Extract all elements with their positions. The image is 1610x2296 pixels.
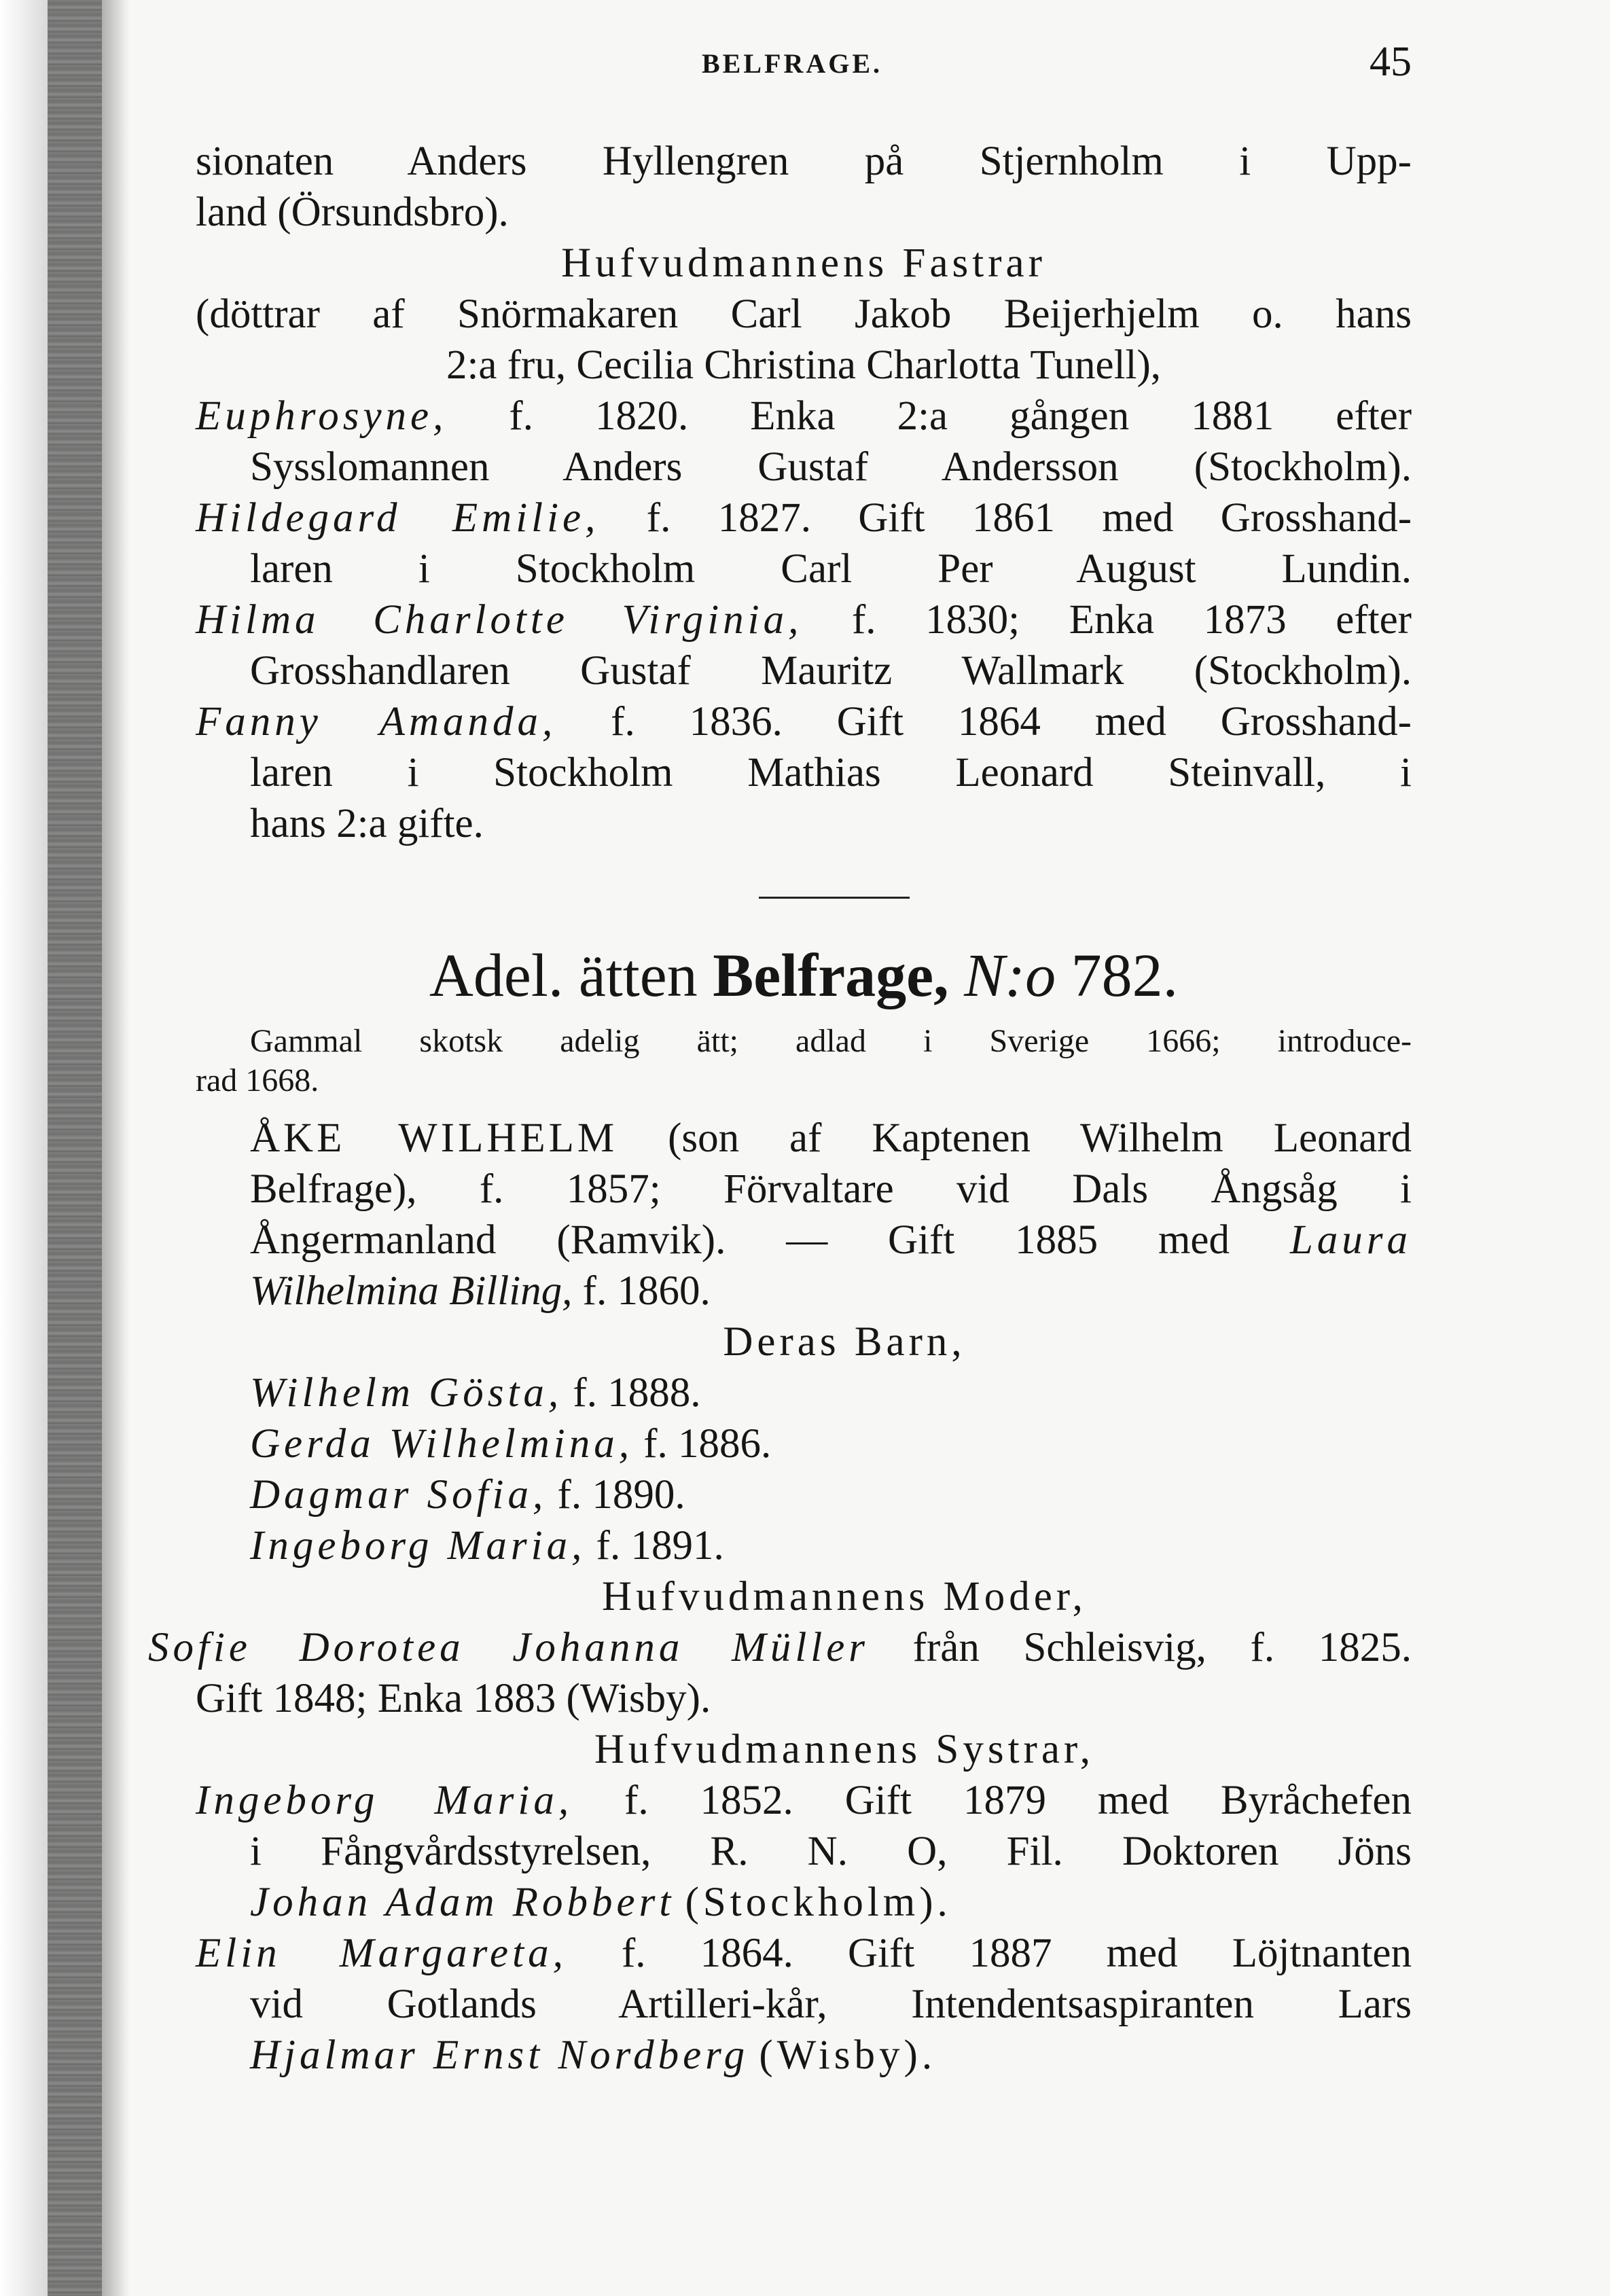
spouse-name: Johan Adam Robbert: [250, 1880, 675, 1925]
person-name: Wilhelm Gösta,: [250, 1370, 563, 1416]
head-entry: [196, 1113, 1412, 1164]
aunt-entry-continuation: laren i Stockholm Carl Per August Lundin.: [250, 546, 1412, 592]
sister-entry: [196, 1775, 1412, 1826]
person-name: Ingeborg Maria,: [196, 1778, 573, 1823]
child-born: f. 1890.: [557, 1472, 685, 1518]
head-details: (son af Kaptenen Wilhelm Leonard: [668, 1115, 1412, 1161]
page-body: [148, 136, 1412, 2081]
intro-line: land (Örsundsbro).: [196, 190, 509, 235]
sister-entry-continuation: [196, 2030, 1412, 2081]
head-name: ÅKE WILHELM: [250, 1115, 618, 1161]
person-name: Hilma Charlotte Virginia,: [196, 597, 803, 643]
person-name: Elin Margareta,: [196, 1931, 567, 1976]
aunts-parentage: 2:a fru, Cecilia Christina Charlotta Tunell),: [446, 342, 1162, 388]
spine-fade: [102, 0, 129, 2296]
sister-details: f. 1864. Gift 1887 med Löjtnanten: [621, 1931, 1412, 1976]
aunts-parentage: (döttrar af Snörmakaren Carl Jakob Beijerhjelm o. hans: [196, 291, 1412, 337]
family-surname: Belfrage,: [713, 942, 949, 1009]
child-born: f. 1886.: [643, 1421, 772, 1467]
aunt-entry: [196, 696, 1412, 747]
title-prefix: Adel. ätten: [429, 942, 698, 1009]
person-name: Dagmar Sofia,: [250, 1472, 548, 1518]
aunt-details: f. 1827. Gift 1861 med Grosshand-: [646, 495, 1412, 541]
book-spine-shadow: [48, 0, 102, 2296]
spouse-born: f. 1860.: [582, 1268, 711, 1314]
sister-residence: (Wisby).: [759, 2032, 937, 2078]
person-name: Euphrosyne,: [196, 393, 448, 439]
person-name: Hildegard Emilie,: [196, 495, 600, 541]
sister-entry-continuation: [196, 1877, 1412, 1928]
aunt-details: f. 1830; Enka 1873 efter: [851, 597, 1412, 643]
person-name: Sofie Dorotea Johanna Müller: [148, 1625, 870, 1670]
aunt-details: f. 1836. Gift 1864 med Grosshand-: [611, 699, 1412, 745]
mother-entry-continuation: Gift 1848; Enka 1883 (Wisby).: [196, 1676, 711, 1721]
family-description: rad 1668.: [196, 1062, 319, 1098]
intro-line: sionaten Anders Hyllengren på Stjernholm i Upp-: [196, 139, 1412, 184]
section-heading-sisters: Hufvudmannens Systrar,: [594, 1727, 1095, 1772]
page-number: 45: [1370, 39, 1412, 85]
sister-entry: [196, 1928, 1412, 1979]
head-entry-continuation: Belfrage), f. 1857; Förvaltare vid Dals Ångsåg i: [250, 1166, 1412, 1212]
family-title: [196, 937, 1412, 1015]
head-entry-continuation: [196, 1266, 1412, 1316]
aunt-entry: [196, 594, 1412, 645]
spouse-name: Laura: [1289, 1217, 1412, 1263]
sister-details: f. 1852. Gift 1879 med Byråchefen: [624, 1778, 1412, 1823]
section-heading-mother: Hufvudmannens Moder,: [602, 1574, 1087, 1619]
person-name: Ingeborg Maria,: [250, 1523, 586, 1568]
section-heading-children: Deras Barn,: [723, 1319, 966, 1365]
head-entry-continuation: [196, 1215, 1412, 1266]
sister-residence: (Stockholm).: [685, 1880, 952, 1925]
aunt-entry-continuation: Sysslomannen Anders Gustaf Andersson (Stockholm).: [250, 444, 1412, 490]
person-name: Fanny Amanda,: [196, 699, 557, 745]
mother-entry: [148, 1622, 1412, 1673]
child-entry: [196, 1367, 1412, 1418]
person-name: Gerda Wilhelmina,: [250, 1421, 633, 1467]
number-abbrev: N:o: [964, 942, 1056, 1009]
head-details: Ångermanland (Ramvik). — Gift 1885 med: [250, 1217, 1230, 1263]
spouse-name: Hjalmar Ernst Nordberg: [250, 2032, 749, 2078]
aunt-entry-continuation: hans 2:a gifte.: [250, 801, 484, 846]
aunt-entry: [196, 492, 1412, 543]
section-heading-aunts: Hufvudmannens Fastrar: [561, 240, 1046, 286]
family-description: Gammal skotsk adelig ätt; adlad i Sverige 1666; introduce-: [250, 1023, 1412, 1059]
spouse-name: Wilhelmina Billing,: [250, 1268, 573, 1314]
child-entry: [196, 1418, 1412, 1469]
page-header: [196, 34, 1412, 88]
child-born: f. 1891.: [596, 1523, 724, 1568]
child-born: f. 1888.: [573, 1370, 701, 1416]
mother-details: från Schleisvig, f. 1825.: [912, 1625, 1412, 1670]
child-entry: [196, 1520, 1412, 1571]
sister-entry-continuation: i Fångvårdsstyrelsen, R. N. O, Fil. Doktoren Jöns: [250, 1829, 1412, 1874]
running-head: BELFRAGE.: [702, 48, 883, 79]
aunt-entry: [196, 391, 1412, 442]
aunt-entry-continuation: Grosshandlaren Gustaf Mauritz Wallmark (Stockholm).: [250, 648, 1412, 694]
family-number: 782.: [1071, 942, 1179, 1009]
aunt-details: f. 1820. Enka 2:a gången 1881 efter: [509, 393, 1412, 439]
child-entry: [196, 1469, 1412, 1520]
sister-entry-continuation: vid Gotlands Artilleri-kår, Intendentsaspiranten Lars: [250, 1981, 1412, 2027]
section-divider: [759, 897, 910, 899]
book-page: [148, 34, 1412, 2269]
page-edge: [0, 0, 48, 2296]
aunt-entry-continuation: laren i Stockholm Mathias Leonard Steinvall, i: [250, 750, 1412, 795]
